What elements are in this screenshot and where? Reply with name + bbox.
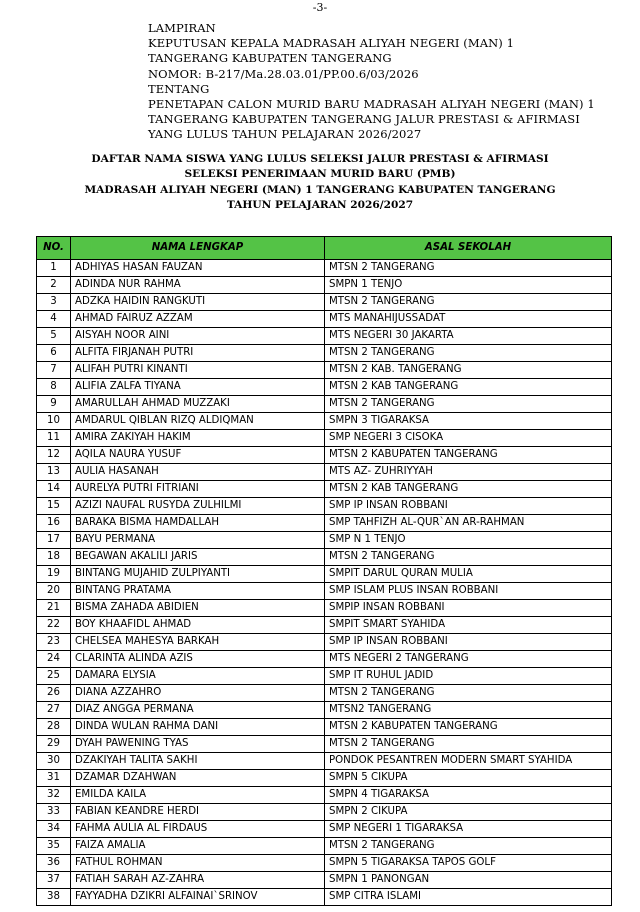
table-row: [37, 260, 612, 277]
table-row: [37, 481, 612, 498]
header-name: NAMA LENGKAP: [71, 237, 325, 260]
table-row: [37, 294, 612, 311]
cell-name: BOY KHAAFIDL AHMAD: [71, 617, 325, 634]
attachment-line: KEPUTUSAN KEPALA MADRASAH ALIYAH NEGERI (MAN) 1: [148, 36, 515, 51]
cell-name: AHMAD FAIRUZ AZZAM: [71, 311, 325, 328]
table-row: [37, 447, 612, 464]
table-row: [37, 413, 612, 430]
cell-school: MTSN 2 TANGERANG: [325, 396, 612, 413]
cell-no: 6: [37, 345, 71, 362]
cell-name: AQILA NAURA YUSUF: [71, 447, 325, 464]
cell-name: BINTANG MUJAHID ZULPIYANTI: [71, 566, 325, 583]
cell-name: ADHIYAS HASAN FAUZAN: [71, 260, 325, 277]
cell-school: SMP IP INSAN ROBBANI: [325, 634, 612, 651]
cell-school: SMP CITRA ISLAMI: [325, 889, 612, 906]
table-row: [37, 634, 612, 651]
heading-line: SELEKSI PENERIMAAN MURID BARU (PMB): [184, 168, 456, 181]
cell-school: SMPN 4 TIGARAKSA: [325, 787, 612, 804]
cell-name: AULIA HASANAH: [71, 464, 325, 481]
cell-name: ADZKA HAIDIN RANGKUTI: [71, 294, 325, 311]
table-row: [37, 787, 612, 804]
cell-name: FATHUL ROHMAN: [71, 855, 325, 872]
attachment-line: PENETAPAN CALON MURID BARU MADRASAH ALIYAH NEGERI (MAN) 1: [148, 97, 595, 112]
table-row: [37, 362, 612, 379]
table-row: [37, 328, 612, 345]
cell-no: 12: [37, 447, 71, 464]
table-row: [37, 311, 612, 328]
cell-name: AMIRA ZAKIYAH HAKIM: [71, 430, 325, 447]
cell-school: MTSN 2 TANGERANG: [325, 345, 612, 362]
table-row: [37, 838, 612, 855]
cell-name: BINTANG PRATAMA: [71, 583, 325, 600]
cell-school: SMPN 1 PANONGAN: [325, 872, 612, 889]
cell-name: BARAKA BISMA HAMDALLAH: [71, 515, 325, 532]
cell-no: 22: [37, 617, 71, 634]
cell-name: ALFITA FIRJANAH PUTRI: [71, 345, 325, 362]
cell-no: 7: [37, 362, 71, 379]
table-row: [37, 804, 612, 821]
cell-school: MTS NEGERI 2 TANGERANG: [325, 651, 612, 668]
cell-school: SMP TAHFIZH AL-QUR`AN AR-RAHMAN: [325, 515, 612, 532]
cell-no: 5: [37, 328, 71, 345]
heading-line: DAFTAR NAMA SISWA YANG LULUS SELEKSI JALUR PRESTASI & AFIRMASI: [91, 153, 549, 165]
cell-name: DZAMAR DZAHWAN: [71, 770, 325, 787]
cell-name: ALIFIA ZALFA TIYANA: [71, 379, 325, 396]
cell-no: 30: [37, 753, 71, 770]
cell-no: 35: [37, 838, 71, 855]
cell-no: 27: [37, 702, 71, 719]
cell-no: 21: [37, 600, 71, 617]
cell-name: AMDARUL QIBLAN RIZQ ALDIQMAN: [71, 413, 325, 430]
cell-school: SMP NEGERI 1 TIGARAKSA: [325, 821, 612, 838]
table-row: [37, 430, 612, 447]
cell-school: SMP IT RUHUL JADID: [325, 668, 612, 685]
cell-school: MTSN 2 KAB. TANGERANG: [325, 362, 612, 379]
cell-no: 11: [37, 430, 71, 447]
cell-school: PONDOK PESANTREN MODERN SMART SYAHIDA: [325, 753, 612, 770]
cell-school: MTSN 2 KAB TANGERANG: [325, 481, 612, 498]
cell-name: FAIZA AMALIA: [71, 838, 325, 855]
cell-school: MTS MANAHIJUSSADAT: [325, 311, 612, 328]
cell-name: AZIZI NAUFAL RUSYDA ZULHILMI: [71, 498, 325, 515]
cell-no: 33: [37, 804, 71, 821]
cell-school: SMPN 3 TIGARAKSA: [325, 413, 612, 430]
attachment-block: [148, 21, 628, 143]
cell-no: 8: [37, 379, 71, 396]
table-row: [37, 651, 612, 668]
table-row: [37, 379, 612, 396]
cell-school: MTSN 2 TANGERANG: [325, 685, 612, 702]
cell-name: EMILDA KAILA: [71, 787, 325, 804]
table-row: [37, 515, 612, 532]
cell-school: MTSN 2 KAB TANGERANG: [325, 379, 612, 396]
cell-name: DZAKIYAH TALITA SAKHI: [71, 753, 325, 770]
heading-line: TAHUN PELAJARAN 2026/2027: [226, 198, 414, 211]
cell-name: DIAZ ANGGA PERMANA: [71, 702, 325, 719]
table-row: [37, 464, 612, 481]
table-row: [37, 872, 612, 889]
cell-name: FAYYADHA DZIKRI ALFAINAI`SRINOV: [71, 889, 325, 906]
cell-school: SMPN 5 TIGARAKSA TAPOS GOLF: [325, 855, 612, 872]
cell-no: 15: [37, 498, 71, 515]
cell-no: 24: [37, 651, 71, 668]
student-table: [36, 236, 612, 906]
table-row: [37, 566, 612, 583]
cell-name: AMARULLAH AHMAD MUZZAKI: [71, 396, 325, 413]
cell-name: AURELYA PUTRI FITRIANI: [71, 481, 325, 498]
table-row: [37, 345, 612, 362]
cell-no: 36: [37, 855, 71, 872]
cell-no: 29: [37, 736, 71, 753]
table-row: [37, 702, 612, 719]
cell-school: MTS NEGERI 30 JAKARTA: [325, 328, 612, 345]
header-school: ASAL SEKOLAH: [325, 237, 612, 260]
attachment-line: TENTANG: [148, 81, 210, 96]
cell-no: 2: [37, 277, 71, 294]
cell-school: MTSN 2 KABUPATEN TANGERANG: [325, 719, 612, 736]
heading-line: MADRASAH ALIYAH NEGERI (MAN) 1 TANGERANG KABUPATEN TANGERANG: [84, 183, 556, 196]
cell-name: DIANA AZZAHRO: [71, 685, 325, 702]
cell-school: MTSN 2 TANGERANG: [325, 838, 612, 855]
cell-name: ALIFAH PUTRI KINANTI: [71, 362, 325, 379]
table-row: [37, 277, 612, 294]
header-no: NO.: [37, 237, 71, 260]
cell-no: 31: [37, 770, 71, 787]
cell-no: 3: [37, 294, 71, 311]
table-row: [37, 617, 612, 634]
page-number: -3-: [312, 1, 328, 14]
cell-no: 28: [37, 719, 71, 736]
table-header-row: [37, 237, 612, 260]
cell-name: ADINDA NUR RAHMA: [71, 277, 325, 294]
cell-no: 34: [37, 821, 71, 838]
cell-school: SMPN 5 CIKUPA: [325, 770, 612, 787]
cell-school: MTSN 2 TANGERANG: [325, 549, 612, 566]
cell-name: DINDA WULAN RAHMA DANI: [71, 719, 325, 736]
cell-name: BISMA ZAHADA ABIDIEN: [71, 600, 325, 617]
cell-no: 10: [37, 413, 71, 430]
cell-school: SMPIT SMART SYAHIDA: [325, 617, 612, 634]
cell-school: MTSN 2 TANGERANG: [325, 736, 612, 753]
cell-no: 26: [37, 685, 71, 702]
table-row: [37, 685, 612, 702]
cell-no: 18: [37, 549, 71, 566]
table-row: [37, 753, 612, 770]
cell-name: FABIAN KEANDRE HERDI: [71, 804, 325, 821]
table-row: [37, 668, 612, 685]
cell-no: 20: [37, 583, 71, 600]
table-row: [37, 498, 612, 515]
document-heading: [0, 152, 640, 213]
attachment-line: LAMPIRAN: [148, 21, 216, 35]
cell-name: CLARINTA ALINDA AZIS: [71, 651, 325, 668]
cell-school: MTSN 2 TANGERANG: [325, 260, 612, 277]
cell-school: SMP NEGERI 3 CISOKA: [325, 430, 612, 447]
cell-school: SMPN 1 TENJO: [325, 277, 612, 294]
table-row: [37, 396, 612, 413]
table-row: [37, 600, 612, 617]
table-row: [37, 821, 612, 838]
cell-no: 16: [37, 515, 71, 532]
cell-school: MTSN 2 TANGERANG: [325, 294, 612, 311]
attachment-line: YANG LULUS TAHUN PELAJARAN 2026/2027: [148, 127, 422, 142]
cell-no: 19: [37, 566, 71, 583]
cell-school: MTSN 2 KABUPATEN TANGERANG: [325, 447, 612, 464]
cell-no: 32: [37, 787, 71, 804]
cell-school: SMP ISLAM PLUS INSAN ROBBANI: [325, 583, 612, 600]
cell-name: BAYU PERMANA: [71, 532, 325, 549]
cell-no: 14: [37, 481, 71, 498]
cell-name: FAHMA AULIA AL FIRDAUS: [71, 821, 325, 838]
cell-no: 25: [37, 668, 71, 685]
cell-school: SMPIP INSAN ROBBANI: [325, 600, 612, 617]
cell-no: 38: [37, 889, 71, 906]
attachment-line: TANGERANG KABUPATEN TANGERANG JALUR PRESTASI & AFIRMASI: [148, 112, 580, 127]
cell-school: SMPN 2 CIKUPA: [325, 804, 612, 821]
table-row: [37, 583, 612, 600]
cell-name: CHELSEA MAHESYA BARKAH: [71, 634, 325, 651]
cell-no: 4: [37, 311, 71, 328]
cell-name: FATIAH SARAH AZ-ZAHRA: [71, 872, 325, 889]
cell-name: DYAH PAWENING TYAS: [71, 736, 325, 753]
cell-no: 23: [37, 634, 71, 651]
attachment-line: TANGERANG KABUPATEN TANGERANG: [148, 51, 392, 66]
cell-no: 9: [37, 396, 71, 413]
cell-school: MTS AZ- ZUHRIYYAH: [325, 464, 612, 481]
cell-name: AISYAH NOOR AINI: [71, 328, 325, 345]
cell-no: 13: [37, 464, 71, 481]
cell-name: DAMARA ELYSIA: [71, 668, 325, 685]
table-row: [37, 719, 612, 736]
cell-school: SMP IP INSAN ROBBANI: [325, 498, 612, 515]
table-row: [37, 532, 612, 549]
table-row: [37, 770, 612, 787]
cell-no: 37: [37, 872, 71, 889]
table-row: [37, 855, 612, 872]
attachment-line: NOMOR: B-217/Ma.28.03.01/PP.00.6/03/2026: [148, 66, 419, 81]
cell-no: 17: [37, 532, 71, 549]
cell-school: SMP N 1 TENJO: [325, 532, 612, 549]
table-row: [37, 889, 612, 906]
table-row: [37, 549, 612, 566]
cell-school: SMPIT DARUL QURAN MULIA: [325, 566, 612, 583]
cell-no: 1: [37, 260, 71, 277]
cell-school: MTSN2 TANGERANG: [325, 702, 612, 719]
cell-name: BEGAWAN AKALILI JARIS: [71, 549, 325, 566]
table-row: [37, 736, 612, 753]
